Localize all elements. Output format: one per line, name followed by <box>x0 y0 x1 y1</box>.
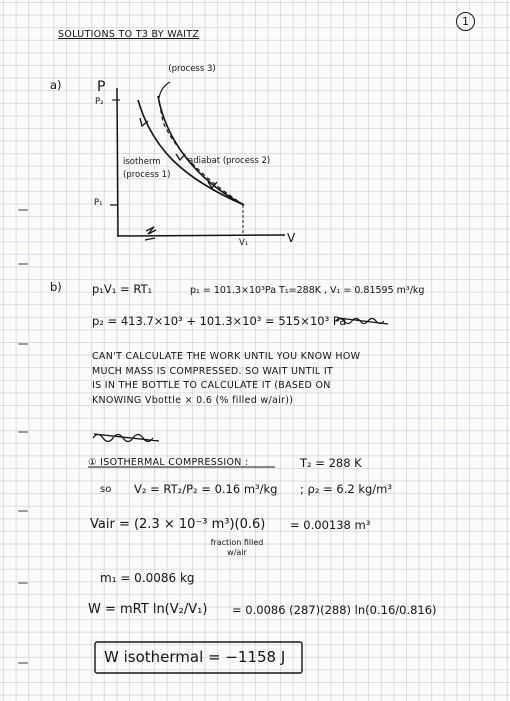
x-axis-label: V <box>287 231 296 245</box>
note-line: CAN'T CALCULATE THE WORK UNTIL YOU KNOW HOW <box>92 351 361 362</box>
adiabat-label: adiabat (process 2) <box>188 156 271 166</box>
note-line: MUCH MASS IS COMPRESSED. SO WAIT UNTIL IT <box>92 365 334 377</box>
y-axis <box>117 88 118 236</box>
note-line: IS IN THE BOTTLE TO CALCULATE IT (BASED ON <box>92 380 331 391</box>
section-heading: ① ISOTHERMAL COMPRESSION : <box>88 457 249 468</box>
work-numbers: = 0.0086 (287)(288) ln(0.16/0.816) <box>232 603 437 617</box>
p2-label: P₂ <box>95 97 104 107</box>
ideal-gas-eq: p₁V₁ = RT₁ <box>92 282 153 296</box>
page-number: 1 <box>456 12 475 31</box>
process3-pointer <box>159 82 170 98</box>
v2-scribble <box>145 227 156 240</box>
fraction-note: fraction filled w/air <box>210 538 264 557</box>
p1-label: P₁ <box>94 198 103 208</box>
arrow-mark <box>176 154 185 160</box>
isotherm-label: isotherm (process 1) <box>123 157 171 180</box>
note-block <box>92 350 360 408</box>
mass-value: m₁ = 0.0086 kg <box>100 571 195 585</box>
state1-values: p₁ = 101.3×10³Pa T₁=288K , V₁ = 0.81595 m³/kg <box>190 285 425 296</box>
work-formula: W = mRT ln(V₂/V₁) <box>88 602 208 617</box>
part-b-label: b) <box>50 280 62 294</box>
isotherm-curve <box>138 100 244 205</box>
work-result: W isothermal = −1158 J <box>104 648 286 666</box>
rho2-eq: ; ρ₂ = 6.2 kg/m³ <box>300 482 392 496</box>
part-a-label: a) <box>50 78 62 92</box>
note-line: KNOWING Vbottle × 0.6 (% filled w/air)) <box>92 394 294 406</box>
vair-eq: Vair = (2.3 × 10⁻³ m³)(0.6) <box>90 517 266 532</box>
v1-label: V₁ <box>239 238 249 248</box>
y-axis-label: P <box>97 79 106 95</box>
so-label: so <box>100 484 112 495</box>
t2-value: T₂ = 288 K <box>300 456 362 470</box>
p2-eq: p₂ = 413.7×10³ + 101.3×10³ = 515×10³ Pa <box>92 314 347 328</box>
process3-curve <box>158 96 244 205</box>
adiabat-curve <box>158 96 244 205</box>
x-axis <box>117 235 285 236</box>
v2-eq: V₂ = RT₂/P₂ = 0.16 m³/kg <box>134 482 278 496</box>
vair-result: = 0.00138 m³ <box>290 518 371 532</box>
page-title: SOLUTIONS TO T3 BY WAITZ <box>58 29 200 40</box>
process3-label: (process 3) <box>168 64 216 74</box>
